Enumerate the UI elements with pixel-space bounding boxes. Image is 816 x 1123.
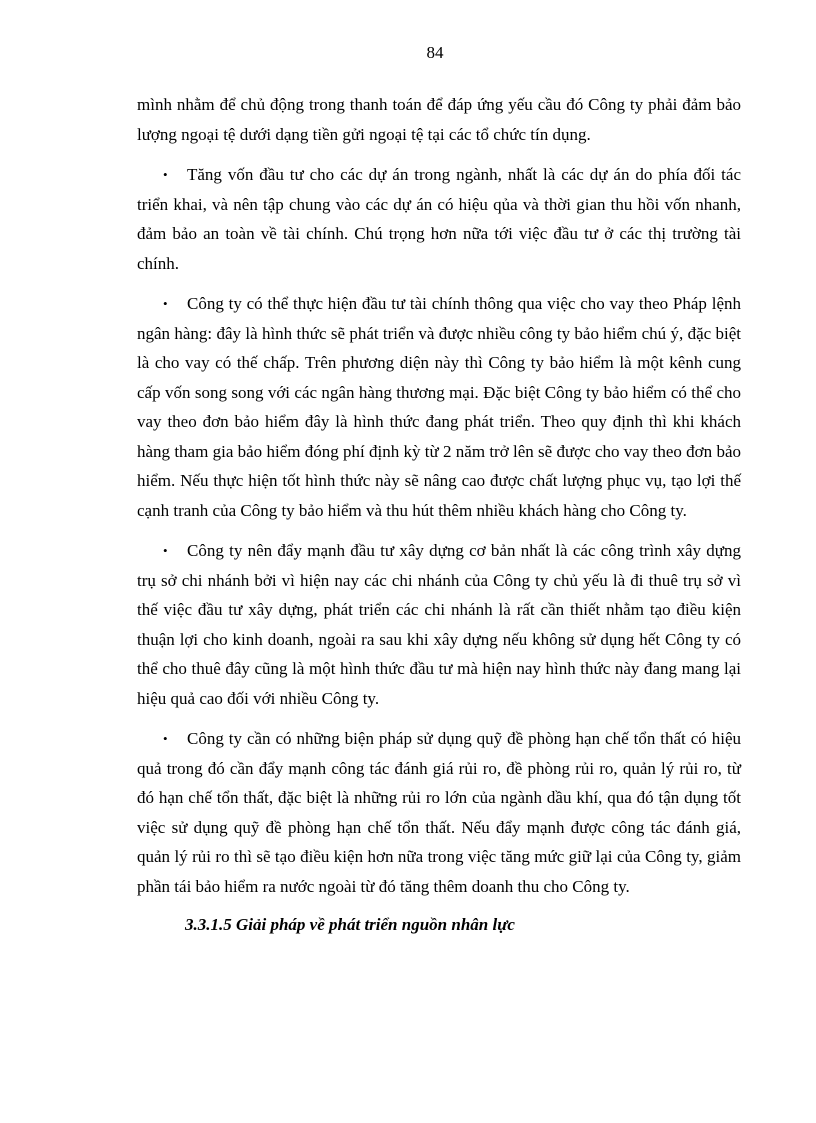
page-number: 84 — [426, 43, 444, 62]
bullet-icon: • — [163, 731, 168, 746]
bullet-icon: • — [163, 296, 168, 311]
bullet-text: Công ty nên đẩy mạnh đầu tư xây dựng cơ bản nhất là các công trình xây dựng trụ sở chi nhánh bởi vì hiện nay các chi nhánh của Công ty chủ yếu là đi thuê trụ sở vì thế việc đầu tư xây dựng, phát triển các chi nhánh là rất cần thiết nhằm tạo điều kiện thuận lợi cho kinh doanh, ngoài ra sau khi xây dựng nếu không sử dụng hết Công ty có thể cho thuê đây cũng là một hình thức đầu tư mà hiện nay hình thức này đang mang lại hiệu quả cao đối với nhiều Công ty. — [137, 541, 741, 708]
bullet-icon: • — [163, 167, 168, 182]
bullet-text: Công ty có thể thực hiện đầu tư tài chính thông qua việc cho vay theo Pháp lệnh ngân hàng: đây là hình thức sẽ phát triển và được nhiều công ty bảo hiểm chú ý, đặc biệt là cho vay có thế chấp. Trên phương diện này thì Công ty bảo hiểm là một kênh cung cấp vốn song song với các ngân hàng thương mại. Đặc biệt Công ty bảo hiểm có thể cho vay theo đơn bảo hiểm đây là hình thức đang phát triển. Theo quy định thì khi khách hàng tham gia bảo hiểm đóng phí định kỳ từ 2 năm trở lên sẽ được cho vay theo đơn bảo hiểm. Nếu thực hiện tốt hình thức này sẽ nâng cao được chất lượng phục vụ, tạo lợi thế cạnh tranh của Công ty bảo hiểm và thu hút thêm nhiều khách hàng cho Công ty. — [137, 294, 741, 520]
bullet-icon: • — [163, 543, 168, 558]
section-heading: 3.3.1.5 Giải pháp về phát triển nguồn nhân lực — [185, 915, 515, 934]
bullet-paragraph-1 — [137, 160, 741, 278]
document-body — [137, 90, 741, 940]
bullet-paragraph-4 — [137, 724, 741, 901]
intro-paragraph: mình nhằm để chủ động trong thanh toán để đáp ứng yếu cầu đó Công ty phải đảm bảo lượng ngoại tệ dưới dạng tiền gửi ngoại tệ tại các tổ chức tín dụng. — [137, 95, 741, 144]
bullet-paragraph-3 — [137, 536, 741, 713]
bullet-paragraph-2 — [137, 289, 741, 525]
bullet-text: Công ty cần có những biện pháp sử dụng quỹ đề phòng hạn chế tổn thất có hiệu quả trong đó cần đẩy mạnh công tác đánh giá rủi ro, đề phòng rủi ro, quản lý rủi ro, từ đó hạn chế tổn thất, đặc biệt là những rủi ro lớn của ngành dầu khí, qua đó tận dụng tốt việc sử dụng quỹ đề phòng hạn chế tổn thất. Nếu đẩy mạnh được công tác đánh giá, quản lý rủi ro thì sẽ tạo điều kiện hơn nữa trong việc tăng mức giữ lại của Công ty, giảm phần tái bảo hiểm ra nước ngoài từ đó tăng thêm doanh thu cho Công ty. — [137, 729, 741, 896]
bullet-text: Tăng vốn đầu tư cho các dự án trong ngành, nhất là các dự án do phía đối tác triển khai, và nên tập chung vào các dự án có hiệu qủa và thời gian thu hồi vốn nhanh, đảm bảo an toàn về tài chính. Chú trọng hơn nữa tới việc đầu tư ở các thị trường tài chính. — [137, 165, 741, 273]
